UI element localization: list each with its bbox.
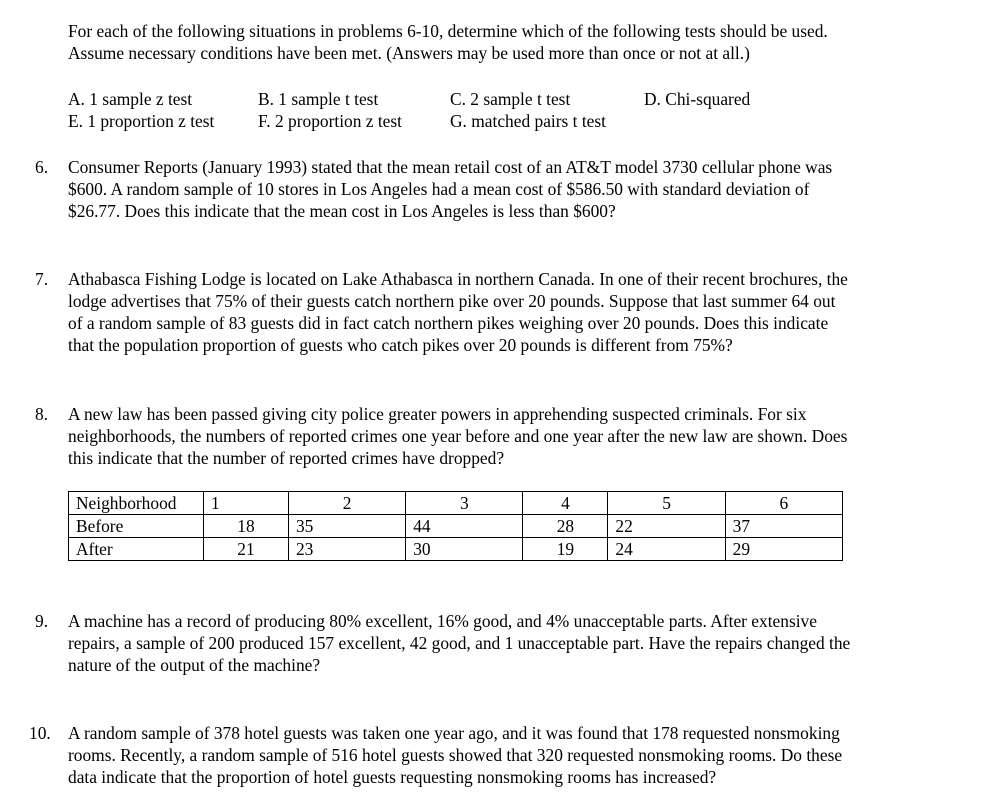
test-option-f: F. 2 proportion z test bbox=[258, 111, 402, 131]
test-option-c: C. 2 sample t test bbox=[450, 89, 571, 109]
problem-line: data indicate that the proportion of hotel guests requesting nonsmoking rooms has increased? bbox=[68, 767, 717, 787]
table-cell: 28 bbox=[523, 515, 608, 538]
test-option-d: D. Chi-squared bbox=[644, 89, 751, 109]
problem-line: A new law has been passed giving city police greater powers in apprehending suspected criminals. For six bbox=[68, 404, 807, 424]
test-option-a: A. 1 sample z test bbox=[68, 89, 193, 109]
test-option-e: E. 1 proportion z test bbox=[68, 111, 215, 131]
table-cell: 5 bbox=[608, 492, 725, 515]
problem-number: 6. bbox=[35, 157, 49, 177]
table-cell: Before bbox=[69, 515, 204, 538]
table-cell: 4 bbox=[523, 492, 608, 515]
problem-line: repairs, a sample of 200 produced 157 excellent, 42 good, and 1 unacceptable part. Have the repairs changed the bbox=[68, 633, 851, 653]
test-option-g: G. matched pairs t test bbox=[450, 111, 606, 131]
problem-line: Athabasca Fishing Lodge is located on Lake Athabasca in northern Canada. In one of their recent brochures, the bbox=[68, 269, 848, 289]
problem-text bbox=[68, 403, 958, 469]
table-cell: 35 bbox=[288, 515, 405, 538]
table-cell: 21 bbox=[204, 538, 289, 561]
crimes-table bbox=[68, 491, 843, 561]
table-cell: Neighborhood bbox=[69, 492, 204, 515]
problem-number: 8. bbox=[35, 404, 49, 424]
problem-line: rooms. Recently, a random sample of 516 hotel guests showed that 320 requested nonsmoking rooms. Do these bbox=[68, 745, 843, 765]
table-cell: 18 bbox=[204, 515, 289, 538]
table-cell: 2 bbox=[288, 492, 405, 515]
table-cell: 3 bbox=[406, 492, 523, 515]
table-row-before bbox=[69, 515, 843, 538]
table-cell: 1 bbox=[204, 492, 289, 515]
problem-line: A random sample of 378 hotel guests was taken one year ago, and it was found that 178 requested nonsmoking bbox=[68, 723, 840, 743]
table-cell: 19 bbox=[523, 538, 608, 561]
problem-text bbox=[68, 610, 958, 676]
table-cell: 30 bbox=[406, 538, 523, 561]
problem-line: of a random sample of 83 guests did in fact catch northern pikes weighing over 20 pounds. Does this indicate bbox=[68, 313, 829, 333]
table-cell: 23 bbox=[288, 538, 405, 561]
table-row-after bbox=[69, 538, 843, 561]
problem-line: neighborhoods, the numbers of reported crimes one year before and one year after the new law are shown. Does bbox=[68, 426, 848, 446]
problem-line: that the population proportion of guests who catch pikes over 20 pounds is different from 75%? bbox=[68, 335, 733, 355]
problem-line: nature of the output of the machine? bbox=[68, 655, 321, 675]
test-option-b: B. 1 sample t test bbox=[258, 89, 379, 109]
problem-line: this indicate that the number of reported crimes have dropped? bbox=[68, 448, 505, 468]
instructions-line-1: For each of the following situations in problems 6-10, determine which of the following tests should be used. bbox=[68, 21, 828, 41]
problem-number: 7. bbox=[35, 269, 49, 289]
problem-text bbox=[68, 156, 958, 222]
table-cell: 44 bbox=[406, 515, 523, 538]
problem-number: 9. bbox=[35, 611, 49, 631]
problem-number: 10. bbox=[29, 723, 51, 743]
table-cell: 24 bbox=[608, 538, 725, 561]
table-row-header bbox=[69, 492, 843, 515]
instructions bbox=[68, 20, 968, 64]
instructions-line-2: Assume necessary conditions have been met. (Answers may be used more than once or not at all.) bbox=[68, 43, 750, 63]
problem-line: lodge advertises that 75% of their guests catch northern pike over 20 pounds. Suppose that last summer 64 out bbox=[68, 291, 836, 311]
table-cell: 6 bbox=[725, 492, 842, 515]
problem-line: A machine has a record of producing 80% excellent, 16% good, and 4% unacceptable parts. After extensive bbox=[68, 611, 817, 631]
table-cell: 37 bbox=[725, 515, 842, 538]
problem-line: Consumer Reports (January 1993) stated that the mean retail cost of an AT&T model 3730 cellular phone was bbox=[68, 157, 833, 177]
problem-text bbox=[68, 722, 958, 788]
table-cell: After bbox=[69, 538, 204, 561]
table-cell: 29 bbox=[725, 538, 842, 561]
problem-line: $600. A random sample of 10 stores in Los Angeles had a mean cost of $586.50 with standard deviation of bbox=[68, 179, 810, 199]
problem-line: $26.77. Does this indicate that the mean cost in Los Angeles is less than $600? bbox=[68, 201, 616, 221]
table-cell: 22 bbox=[608, 515, 725, 538]
problem-text bbox=[68, 268, 958, 356]
